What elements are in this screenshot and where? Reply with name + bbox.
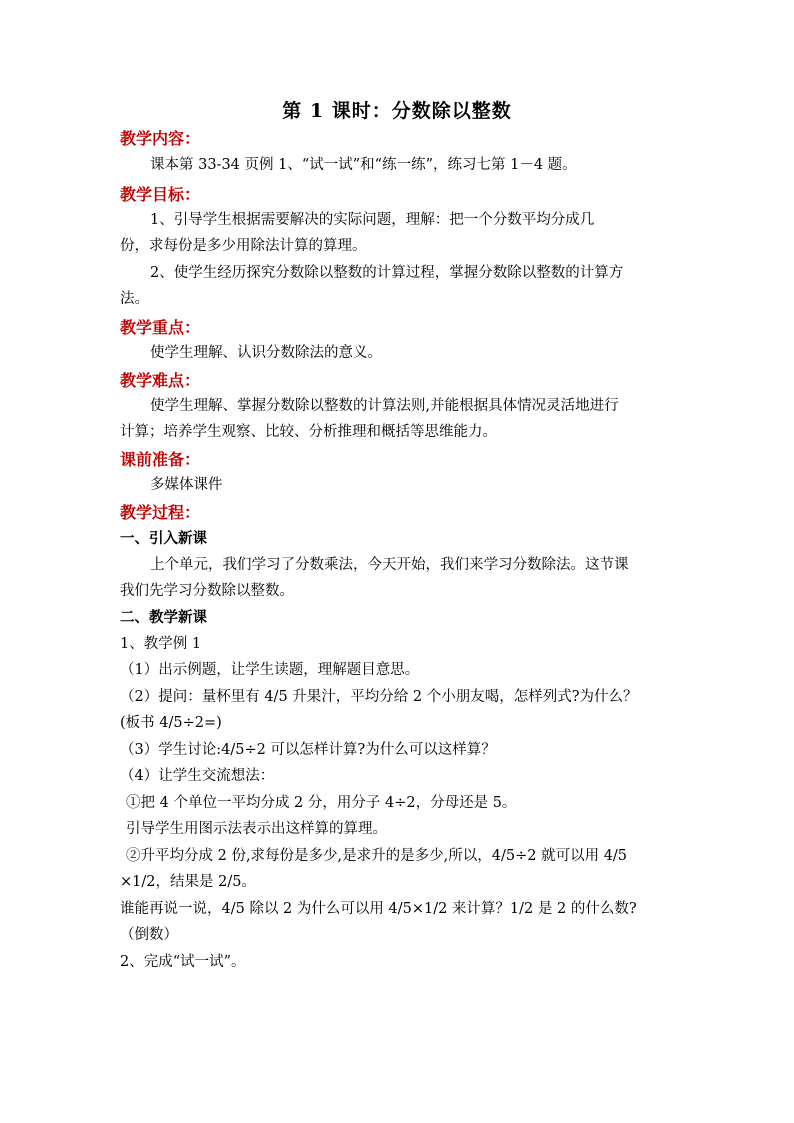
- part1-line1: 上个单元，我们学习了分数乘法，今天开始，我们来学习分数除法。这节课: [150, 557, 629, 573]
- ex1-heading: 1、教学例 1: [120, 636, 202, 652]
- step4: （4）让学生交流想法：: [120, 768, 275, 784]
- goal2-line2: 法。: [120, 291, 149, 307]
- prep-heading: 课前准备：: [120, 450, 201, 469]
- guide-text: 引导学生用图示法表示出这样算的算理。: [126, 821, 387, 837]
- content-heading: 教学内容：: [120, 129, 201, 148]
- idea1: ①把 4 个单位一平均分成 2 分，用分子 4÷2，分母还是 5。: [126, 795, 517, 811]
- goal1-line1: 1、引导学生根据需要解决的实际问题，理解：把一个分数平均分成几: [150, 212, 595, 228]
- step2-line1: （2）提问：量杯里有 4/5 升果汁，平均分给 2 个小朋友喝，怎样列式?为什么？: [120, 689, 638, 705]
- goals-heading: 教学目标：: [120, 185, 201, 204]
- page-title: 第 1 课时：分数除以整数: [282, 100, 512, 122]
- step3: （3）学生讨论:4/5÷2 可以怎样计算?为什么可以这样算？: [120, 742, 496, 758]
- part1-heading: 一、引入新课: [120, 530, 207, 547]
- idea2-line2: ×1/2，结果是 2/5。: [120, 874, 256, 890]
- step1: （1）出示例题，让学生读题，理解题目意思。: [120, 662, 420, 678]
- part2-heading: 二、教学新课: [120, 609, 207, 626]
- idea2-line1: ②升平均分成 2 份,求每份是多少,是求升的是多少,所以，4/5÷2 就可以用 4/5: [126, 848, 628, 864]
- question-line2: （倒数）: [120, 927, 178, 943]
- key-heading: 教学重点：: [120, 318, 201, 337]
- difficulty-line1: 使学生理解、掌握分数除以整数的计算法则,并能根据具体情况灵活地进行: [150, 398, 619, 414]
- goal2-line1: 2、使学生经历探究分数除以整数的计算过程，掌握分数除以整数的计算方: [150, 265, 624, 281]
- step2-line2: (板书 4/5÷2=): [120, 715, 222, 731]
- process-heading: 教学过程：: [120, 503, 201, 522]
- question-line1: 谁能再说一说，4/5 除以 2 为什么可以用 4/5×1/2 来计算？1/2 是 2 的什么数?: [120, 901, 637, 917]
- goal1-line2: 份，求每份是多少用除法计算的算理。: [120, 238, 367, 254]
- prep-text: 多媒体课件: [150, 477, 223, 493]
- difficulty-heading: 教学难点：: [120, 371, 201, 390]
- key-text: 使学生理解、认识分数除法的意义。: [150, 345, 382, 361]
- content-text: 课本第 33-34 页例 1、“试一试”和“练一练”，练习七第 1－4 题。: [150, 157, 577, 173]
- part1-line2: 我们先学习分数除以整数。: [120, 583, 294, 599]
- difficulty-line2: 计算；培养学生观察、比较、分析推理和概括等思维能力。: [120, 424, 497, 440]
- ex2-heading: 2、完成“试一试”。: [120, 954, 246, 970]
